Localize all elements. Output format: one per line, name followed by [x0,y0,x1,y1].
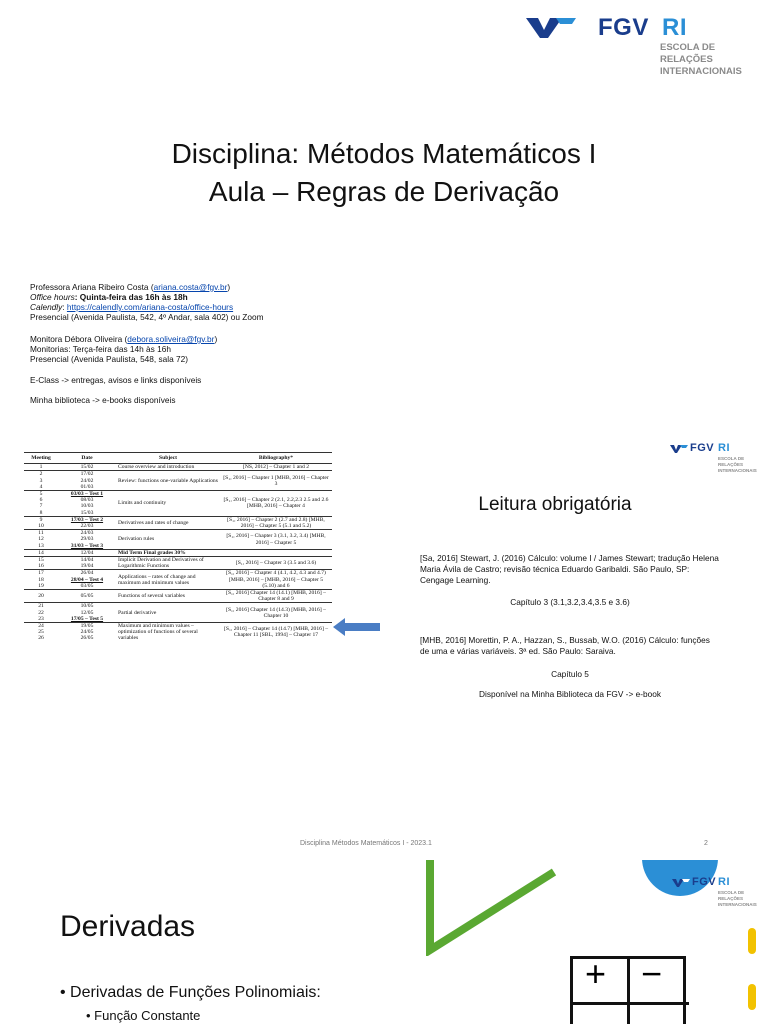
chapter-stewart: Capítulo 3 (3.1,3.2,3.4,3.5 e 3.6) [510,597,630,607]
bullet-funcao-constante: • Função Constante [86,1008,201,1023]
subject-cell: Limits and continuity [116,491,220,517]
bibliography-cell: [S₁, 2016] – Chapter 4 (4.1, 4.2, 4.3 and 4.7) [MHB, 2016] – [MHB, 2016] – Chapter 5 (5.10) and 6 [220,570,332,590]
subject-cell: Review: functions one-variable Applications [116,471,220,491]
course-title: Disciplina: Métodos Matemáticos I [171,138,597,169]
slide-footer: Disciplina Métodos Matemáticos I - 2023.1 [300,840,432,847]
date-cell: 03/05 [80,582,94,589]
date-cell: 12/05 [80,609,94,616]
meeting-cell: 17 [24,570,58,577]
calendly-sep: : [62,302,67,312]
page-number: 2 [704,840,708,847]
bibliography-cell: [S₁, 2016] – Chapter 14 (14.7) [MHB, 2016] – Chapter 11 [SBL, 1994] – Chapter 17 [220,623,332,642]
logo-small-sub-line3: INTERNACIONAIS [718,468,757,473]
date-cell: 01/03 [80,483,94,490]
meeting-cell: 5 [24,491,58,498]
reference-stewart: [Sa, 2016] Stewart, J. (2016) Cálculo: volume I / James Stewart; tradução Helena Maria Ávila de Castro; revisão técnica Eduardo Garibaldi. São Paulo, SP: Cengage Learning. [420,553,719,585]
bibliography-cell: [NS, 2012] – Chapter 1 and 2 [220,464,332,471]
office-hours-line [30,292,188,302]
bibliography-cell: [S₁, 2016] Chapter 14 (14.3) [MHB, 2016] – Chapter 10 [220,603,332,623]
availability-note: Disponível na Minha Biblioteca da FGV -> e-book [479,689,661,699]
date-cell: 10/03 [80,503,94,510]
office-hours-label: Office hours [30,292,75,302]
table-row [24,570,332,577]
date-cell: 08/03 [80,497,94,504]
subject-cell: Implicit Derivation and Derivatives of Logarithmic Functions [116,557,220,570]
yellow-accent-bar-2 [748,984,756,1010]
left-arrow-icon [333,618,381,636]
date-cell: 15/02 [58,464,116,471]
logo-s3-sub-line2: RELAÇÕES [718,896,744,901]
meeting-cell: 25 [38,629,44,636]
date-cell: 26/05 [80,635,94,642]
schedule-body [24,464,332,642]
meeting-cell: 16 [38,563,44,570]
header-subject: Subject [116,453,220,464]
calendly-line [30,302,233,312]
meeting-cell: 1 [24,464,58,471]
bibliography-cell: [S₁, 2016] – Chapter 2 (2.7 and 2.8) [MHB, 2016] – Chapter 5 (5.1 and 5.2) [220,516,332,529]
lesson-title: Aula – Regras de Derivação [208,176,560,207]
slide-derivadas [0,860,768,1024]
meeting-cell: 13 [38,542,44,549]
fgv-logo-mark-slide3-icon [672,878,694,888]
subject-cell: Course overview and introduction [116,464,220,471]
table-row [24,530,332,537]
green-chevron-icon [424,860,564,956]
reference-morettin: [MHB, 2016] Morettin, P. A., Hazzan, S., Bussab, W.O. (2016) Cálculo: funções de uma e várias variáveis. 3ª ed. São Paulo: Saraiva. [420,635,710,656]
presencial-monitor: Presencial (Avenida Paulista, 548, sala 72) [30,354,189,364]
date-cell: 10/05 [58,603,116,610]
table-row [24,623,332,630]
logo-ri-text: RI [662,14,687,41]
date-cell: 17/05 – Test 5 [70,615,104,622]
yellow-accent-bar-1 [748,928,756,954]
table-row [24,464,332,471]
subject-cell: Derivation rules [116,530,220,550]
meeting-cell: 6 [39,497,43,504]
monitor-suffix: ) [214,334,218,344]
meeting-cell: 11 [24,530,58,537]
meeting-cell: 18 [38,576,44,583]
monitor-name: Monitora Débora Oliveira ( [30,334,128,344]
fgv-ri-logo-small [670,444,768,484]
professor-email-link[interactable]: ariana.costa@fgv.br [153,282,228,292]
meeting-cell: 4 [39,483,43,490]
logo-s3-fgv-text: FGV [692,876,717,888]
header-date: Date [58,453,116,464]
meeting-cell: 15 [24,557,58,564]
subject-cell: Maximum and minimum values – optimization of functions of several variables [116,623,220,642]
professor-suffix: ) [227,282,231,292]
table-row [24,491,332,498]
date-cell: 05/05 [58,590,116,603]
bullet-polinomiais: • Derivadas de Funções Polinomiais: [60,984,321,1001]
slide-schedule [0,420,768,860]
date-cell: 12/04 [58,549,116,556]
meeting-cell: 23 [38,615,44,622]
date-cell: 15/03 [80,509,94,516]
logo-small-fgv-text: FGV [690,442,715,454]
bibliography-cell [220,549,332,556]
subject-cell: Applications – rates of change and maximum and minimum values [116,570,220,590]
plus-sign: + [585,953,607,994]
logo-s3-sub-line3: INTERNACIONAIS [718,902,757,907]
meeting-cell: 8 [39,509,43,516]
bibliography-cell: [S₁, 2016] – Chapter 3 (3.5 and 3.6) [220,557,332,570]
table-row [24,557,332,564]
calendly-link[interactable]: https://calendly.com/ariana-costa/office-hours [66,302,234,312]
meeting-cell: 12 [38,536,44,543]
monitor-line [30,334,217,344]
grid-vertical-line [627,959,630,1024]
calendly-label: Calendly [30,302,63,312]
meeting-cell: 19 [38,582,44,589]
meeting-cell: 3 [39,477,43,484]
logo-small-sub-line1: ESCOLA DE [718,456,745,461]
office-hours-value: : Quinta-feira das 16h às 18h [74,292,188,302]
professor-name: Professora Ariana Ribeiro Costa ( [30,282,154,292]
date-cell: 24/02 [80,477,94,484]
date-cell: 19/04 [80,563,94,570]
meeting-cell: 20 [24,590,58,603]
date-cell: 29/03 [80,536,94,543]
table-row [24,516,332,523]
schedule-header-row [24,453,332,464]
logo-s3-sub-line1: ESCOLA DE [718,890,745,895]
logo-sub-line3: INTERNACIONAIS [660,66,742,77]
logo-sub-line2: RELAÇÕES [660,54,713,65]
table-row [24,549,332,556]
plus-minus-grid [570,953,686,1024]
meeting-cell: 7 [39,503,43,510]
date-cell: 28/04 – Test 4 [70,576,104,583]
subject-cell: Functions of several variables [116,590,220,603]
date-cell: 17/02 [58,471,116,478]
professor-line [30,282,230,292]
fgv-logo-mark-small-icon [670,444,692,454]
logo-small-ri-text: RI [718,442,730,454]
table-row [24,471,332,478]
date-cell: 14/04 [58,557,116,564]
meeting-cell: 26 [38,635,44,642]
derivadas-title: Derivadas [60,910,196,943]
monitor-email-link[interactable]: debora.soliveira@fgv.br [127,334,215,344]
meeting-cell: 14 [24,549,58,556]
table-row [24,603,332,610]
bibliography-cell: [S₁, 2016] – Chapter 1 [MHB, 2016] – Chapter 3 [220,471,332,491]
bibliography-cell: [S₁, 2016] – Chapter 2 (2.1, 2.2,2.3 2.5 and 2.6 [MHB, 2016] – Chapter 4 [220,491,332,517]
date-cell: 03/03 – Test 1 [58,491,116,498]
date-cell: 31/03 – Test 3 [70,542,104,549]
meeting-cell: 24 [24,623,58,630]
minus-sign: − [641,953,663,994]
date-cell: 19/05 [58,623,116,630]
date-cell: 22/03 [80,523,94,530]
grid-horizontal-line [573,1002,689,1005]
reading-title: Leitura obrigatória [478,494,632,515]
biblioteca-line: Minha biblioteca -> e-books disponíveis [30,395,176,405]
meeting-cell: 21 [24,603,58,610]
meeting-cell: 22 [38,609,44,616]
logo-fgv-text: FGV [598,14,649,41]
fgv-logo-mark-icon [526,14,598,38]
date-cell: 24/03 [58,530,116,537]
presencial-professor: Presencial (Avenida Paulista, 542, 4º Andar, sala 402) ou Zoom [30,312,264,322]
header-meeting: Meeting [24,453,58,464]
meeting-cell: 9 [24,516,58,523]
meeting-cell: 10 [38,523,44,530]
logo-small-sub-line2: RELAÇÕES [718,462,744,467]
subject-cell: Partial derivative [116,603,220,623]
date-cell: 26/04 [58,570,116,577]
chapter-morettin: Capítulo 5 [551,669,589,679]
subject-cell: Derivatives and rates of change [116,516,220,529]
header-bibliography: Bibliography* [220,453,332,464]
bibliography-cell: [S₁, 2016] – Chapter 3 (3.1, 3.2, 3.4) [MHB, 2016] – Chapter 5 [220,530,332,550]
date-cell: 17/03 – Test 2 [58,516,116,523]
logo-sub-line1: ESCOLA DE [660,42,716,53]
schedule-table [24,452,332,642]
eclass-line: E-Class -> entregas, avisos e links disponíveis [30,375,202,385]
fgv-ri-logo [526,14,766,84]
subject-cell: Mid Term Final grades 30% [116,549,220,556]
monitorias-line: Monitorias: Terça-feira das 14h às 16h [30,344,171,354]
slide-title [0,0,768,420]
bibliography-cell: [S₁, 2016] Chapter 14 (14.1) [MHB, 2016] – Chapter 8 and 9 [220,590,332,603]
logo-s3-ri-text: RI [718,876,730,888]
date-cell: 24/05 [80,629,94,636]
fgv-ri-logo-slide3 [672,878,768,918]
table-row [24,590,332,603]
meeting-cell: 2 [24,471,58,478]
